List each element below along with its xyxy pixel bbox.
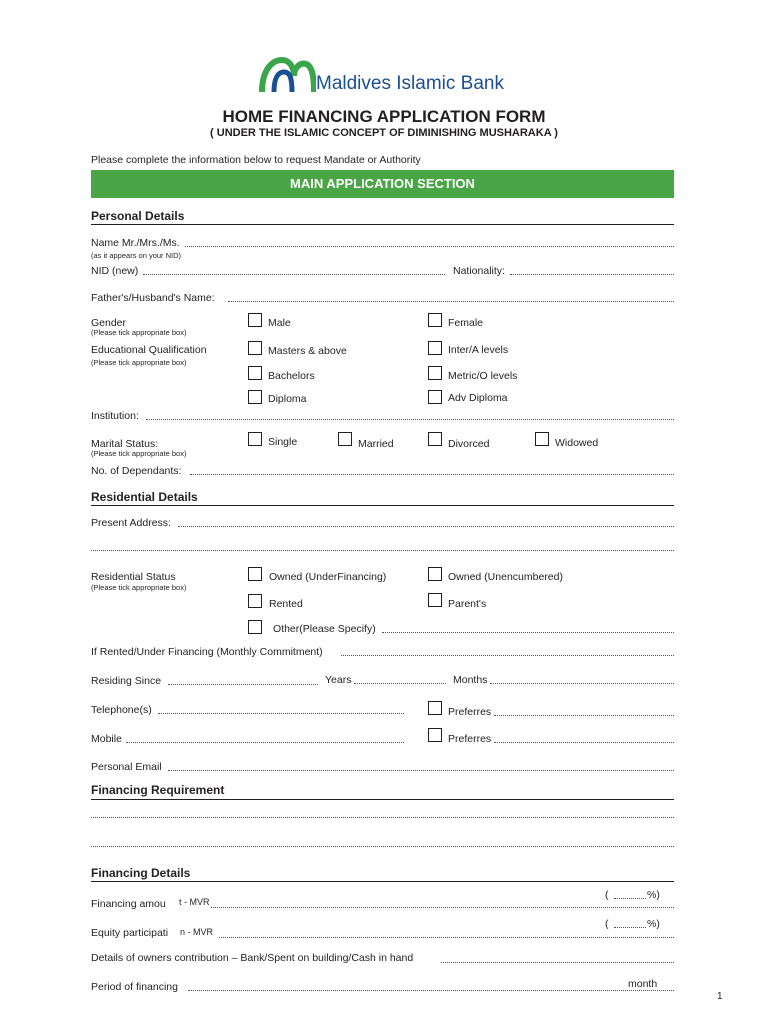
nationality-label: Nationality: bbox=[453, 265, 505, 277]
gender-male-checkbox[interactable] bbox=[248, 313, 262, 327]
marital-single-checkbox[interactable] bbox=[248, 432, 262, 446]
rented-commitment-label: If Rented/Under Financing (Monthly Commitment) bbox=[91, 646, 323, 658]
address-field-2[interactable] bbox=[91, 550, 674, 551]
mobile-preferred-label: Preferres bbox=[448, 733, 492, 745]
address-field-1[interactable] bbox=[178, 526, 674, 527]
financing-amount-field[interactable] bbox=[211, 907, 674, 908]
equity-paren-open: ( bbox=[605, 918, 609, 930]
edu-metric-checkbox[interactable] bbox=[428, 366, 442, 380]
residential-details-heading: Residential Details bbox=[91, 490, 198, 504]
residential-status-note: (Please tick appropriate box) bbox=[91, 583, 187, 592]
residing-since-field[interactable] bbox=[168, 684, 318, 685]
personal-divider bbox=[91, 224, 674, 225]
nid-label: NID (new) bbox=[91, 265, 139, 277]
edu-masters-checkbox[interactable] bbox=[248, 341, 262, 355]
period-label: Period of financing bbox=[91, 981, 178, 993]
telephone-preferred-checkbox[interactable] bbox=[428, 701, 442, 715]
marital-divorced-checkbox[interactable] bbox=[428, 432, 442, 446]
main-section-banner-text: MAIN APPLICATION SECTION bbox=[290, 176, 475, 191]
status-other-checkbox[interactable] bbox=[248, 620, 262, 634]
father-husband-label: Father's/Husband's Name: bbox=[91, 292, 215, 304]
name-note: (as it appears on your NID) bbox=[91, 251, 182, 260]
telephone-preferred-field[interactable] bbox=[494, 715, 674, 716]
gender-note: (Please tick appropriate box) bbox=[91, 328, 187, 337]
address-label: Present Address: bbox=[91, 517, 171, 529]
status-rented-label: Rented bbox=[269, 598, 303, 610]
marital-label: Marital Status: bbox=[91, 438, 159, 450]
status-parents-label: Parent's bbox=[448, 598, 487, 610]
dependants-field[interactable] bbox=[190, 474, 674, 475]
marital-married-checkbox[interactable] bbox=[338, 432, 352, 446]
edu-adv-diploma-label: Adv Diploma bbox=[448, 392, 508, 404]
mobile-preferred-field[interactable] bbox=[494, 742, 674, 743]
gender-male-label: Male bbox=[268, 317, 291, 329]
financing-details-heading: Financing Details bbox=[91, 866, 191, 880]
rented-commitment-field[interactable] bbox=[341, 655, 674, 656]
email-field[interactable] bbox=[168, 770, 674, 771]
email-label: Personal Email bbox=[91, 761, 162, 773]
marital-note: (Please tick appropriate box) bbox=[91, 449, 187, 458]
telephone-label: Telephone(s) bbox=[91, 704, 152, 716]
edu-metric-label: Metric/O levels bbox=[448, 370, 518, 382]
marital-divorced-label: Divorced bbox=[448, 438, 490, 450]
years-label: Years bbox=[325, 674, 352, 686]
equity-label: Equity participati bbox=[91, 927, 169, 939]
equity-field[interactable] bbox=[219, 937, 674, 938]
status-other-label: Other(Please Specify) bbox=[273, 623, 376, 635]
edu-bachelors-checkbox[interactable] bbox=[248, 366, 262, 380]
status-owned-financing-checkbox[interactable] bbox=[248, 567, 262, 581]
residential-status-label: Residential Status bbox=[91, 571, 176, 583]
logo-mark-icon bbox=[256, 56, 316, 96]
financing-amount-currency: t - MVR bbox=[179, 897, 210, 907]
status-owned-unencumbered-checkbox[interactable] bbox=[428, 567, 442, 581]
requirement-divider bbox=[91, 799, 674, 800]
page-number: 1 bbox=[717, 991, 723, 1002]
period-month-label: month bbox=[628, 978, 658, 990]
edu-diploma-label: Diploma bbox=[268, 393, 307, 405]
form-title: HOME FINANCING APPLICATION FORM bbox=[222, 107, 546, 126]
edu-bachelors-label: Bachelors bbox=[268, 370, 315, 382]
owner-contribution-label: Details of owners contribution – Bank/Spent on building/Cash in hand bbox=[91, 952, 414, 964]
months-field[interactable] bbox=[490, 683, 674, 684]
status-owned-unencumbered-label: Owned (Unencumbered) bbox=[448, 571, 563, 583]
form-subtitle: ( UNDER THE ISLAMIC CONCEPT OF DIMINISHING MUSHARAKA ) bbox=[210, 127, 558, 139]
edu-inter-label: Inter/A levels bbox=[448, 344, 509, 356]
mobile-field[interactable] bbox=[126, 742, 404, 743]
marital-widowed-label: Widowed bbox=[555, 437, 599, 449]
equity-percent: %) bbox=[647, 918, 660, 930]
gender-female-label: Female bbox=[448, 317, 484, 329]
mobile-preferred-checkbox[interactable] bbox=[428, 728, 442, 742]
form-intro: Please complete the information below to request Mandate or Authority bbox=[91, 154, 421, 166]
status-rented-checkbox[interactable] bbox=[248, 594, 262, 608]
financing-amount-percent-field[interactable] bbox=[614, 898, 646, 899]
status-other-field[interactable] bbox=[382, 632, 674, 633]
period-field[interactable] bbox=[188, 990, 674, 991]
bank-logo bbox=[256, 56, 316, 96]
name-label: Name Mr./Mrs./Ms. bbox=[91, 237, 180, 249]
residing-since-label: Residing Since bbox=[91, 675, 162, 687]
marital-widowed-checkbox[interactable] bbox=[535, 432, 549, 446]
edu-inter-checkbox[interactable] bbox=[428, 341, 442, 355]
financing-amount-label: Financing amou bbox=[91, 898, 166, 910]
edu-masters-label: Masters & above bbox=[268, 345, 347, 357]
status-parents-checkbox[interactable] bbox=[428, 593, 442, 607]
months-label: Months bbox=[453, 674, 488, 686]
financing-amount-paren-open: ( bbox=[605, 889, 609, 901]
gender-label: Gender bbox=[91, 317, 127, 329]
residential-divider bbox=[91, 505, 674, 506]
institution-field[interactable] bbox=[146, 419, 674, 420]
edu-adv-diploma-checkbox[interactable] bbox=[428, 390, 442, 404]
equity-percent-field[interactable] bbox=[614, 927, 646, 928]
equity-currency: n - MVR bbox=[180, 927, 214, 937]
years-field[interactable] bbox=[354, 683, 446, 684]
marital-married-label: Married bbox=[358, 438, 394, 450]
education-note: (Please tick appropriate box) bbox=[91, 358, 187, 367]
education-label: Educational Qualification bbox=[91, 344, 207, 356]
personal-details-heading: Personal Details bbox=[91, 209, 185, 223]
financing-amount-percent: %) bbox=[647, 889, 660, 901]
mobile-label: Mobile bbox=[91, 733, 122, 745]
telephone-field[interactable] bbox=[158, 713, 404, 714]
gender-female-checkbox[interactable] bbox=[428, 313, 442, 327]
financing-requirement-heading: Financing Requirement bbox=[91, 783, 225, 797]
logo-text: Maldives Islamic Bank bbox=[316, 73, 504, 94]
telephone-preferred-label: Preferres bbox=[448, 706, 492, 718]
nid-field[interactable] bbox=[143, 274, 445, 275]
dependants-label: No. of Dependants: bbox=[91, 465, 182, 477]
name-field[interactable] bbox=[185, 246, 674, 247]
requirement-field-1[interactable] bbox=[91, 817, 674, 818]
details-divider bbox=[91, 881, 674, 882]
edu-diploma-checkbox[interactable] bbox=[248, 390, 262, 404]
father-husband-field[interactable] bbox=[228, 301, 674, 302]
status-owned-financing-label: Owned (UnderFinancing) bbox=[269, 571, 387, 583]
marital-single-label: Single bbox=[268, 436, 298, 448]
nationality-field[interactable] bbox=[510, 274, 674, 275]
requirement-field-2[interactable] bbox=[91, 846, 674, 847]
owner-contribution-field[interactable] bbox=[441, 962, 674, 963]
institution-label: Institution: bbox=[91, 410, 139, 422]
